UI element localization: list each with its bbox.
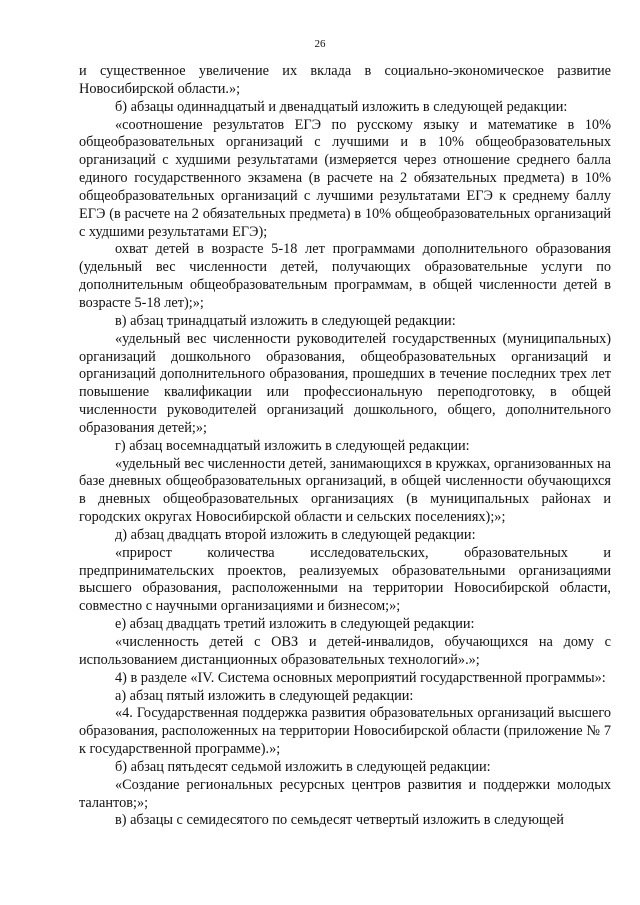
body-paragraph: е) абзац двадцать третий изложить в следующей редакции:: [115, 616, 475, 633]
body-paragraph: в) абзацы с семидесятого по семьдесят четвертый изложить в следующей: [115, 812, 564, 829]
body-paragraph: «соотношение результатов ЕГЭ по русскому языку и математике в 10% общеобразовательных организаций с лучшими и в 10% общеобразовательных организаций с худшими результатами (измеряется через отношение среднего балла единого государственного экзамена (в расчете на 2 обязательных предмета) в 10% общеобразовательных организаций с лучшими результатами ЕГЭ к среднему баллу ЕГЭ (в расчете на 2 обязательных предмета) в 10% общеобразовательных организаций с худшими результатами ЕГЭ);: [79, 116, 611, 240]
body-paragraph: в) абзац тринадцатый изложить в следующей редакции:: [115, 312, 456, 329]
document-body: [79, 63, 611, 830]
body-paragraph: и существенное увеличение их вклада в социально-экономическое развитие Новосибирской области.»;: [79, 63, 611, 97]
body-paragraph: б) абзац пятьдесят седьмой изложить в следующей редакции:: [115, 758, 491, 775]
body-paragraph: «прирост количества исследовательских, образовательных и предпринимательских проектов, реализуемых образовательными организациями высшего образования, расположенными на территории Новосибирской области, совместно с научными организациями и бизнесом;»;: [79, 544, 611, 615]
body-paragraph: б) абзацы одиннадцатый и двенадцатый изложить в следующей редакции:: [115, 98, 568, 115]
body-paragraph: «удельный вес численности детей, занимающихся в кружках, организованных на базе дневных общеобразовательных организаций, в общей численности обучающихся в дневных общеобразовательных организациях (в муниципальных районах и городских округах Новосибирской области и сельских поселениях);»;: [79, 455, 611, 526]
body-paragraph: «Создание региональных ресурсных центров развития и поддержки молодых талантов;»;: [79, 776, 611, 811]
body-paragraph: г) абзац восемнадцатый изложить в следующей редакции:: [115, 437, 470, 454]
page-number: 26: [314, 38, 326, 50]
body-paragraph: а) абзац пятый изложить в следующей редакции:: [115, 687, 414, 704]
body-paragraph: охват детей в возрасте 5-18 лет программами дополнительного образования (удельный вес численности детей, получающих образовательные услуги по дополнительным общеобразовательным программам, в общей численности детей в возрасте 5-18 лет);»;: [79, 241, 611, 311]
body-paragraph: «численность детей с ОВЗ и детей-инвалидов, обучающихся на дому с использованием дистанционных образовательных технологий».»;: [79, 634, 611, 668]
body-paragraph: д) абзац двадцать второй изложить в следующей редакции:: [115, 526, 476, 543]
body-paragraph: 4) в разделе «IV. Система основных мероприятий государственной программы»:: [115, 669, 606, 686]
body-paragraph: «4. Государственная поддержка развития образовательных организаций высшего образования, расположенных на территории Новосибирской области (приложение № 7 к государственной программе).»;: [79, 705, 611, 758]
body-paragraph: «удельный вес численности руководителей государственных (муниципальных) организаций дошкольного образования, общеобразовательных организаций и организаций дополнительного образования, прошедших в течение последних трех лет повышение квалификации или профессиональную переподготовку, в общей численности руководителей организаций дошкольного, общего, дополнительного образования детей;»;: [79, 330, 611, 436]
